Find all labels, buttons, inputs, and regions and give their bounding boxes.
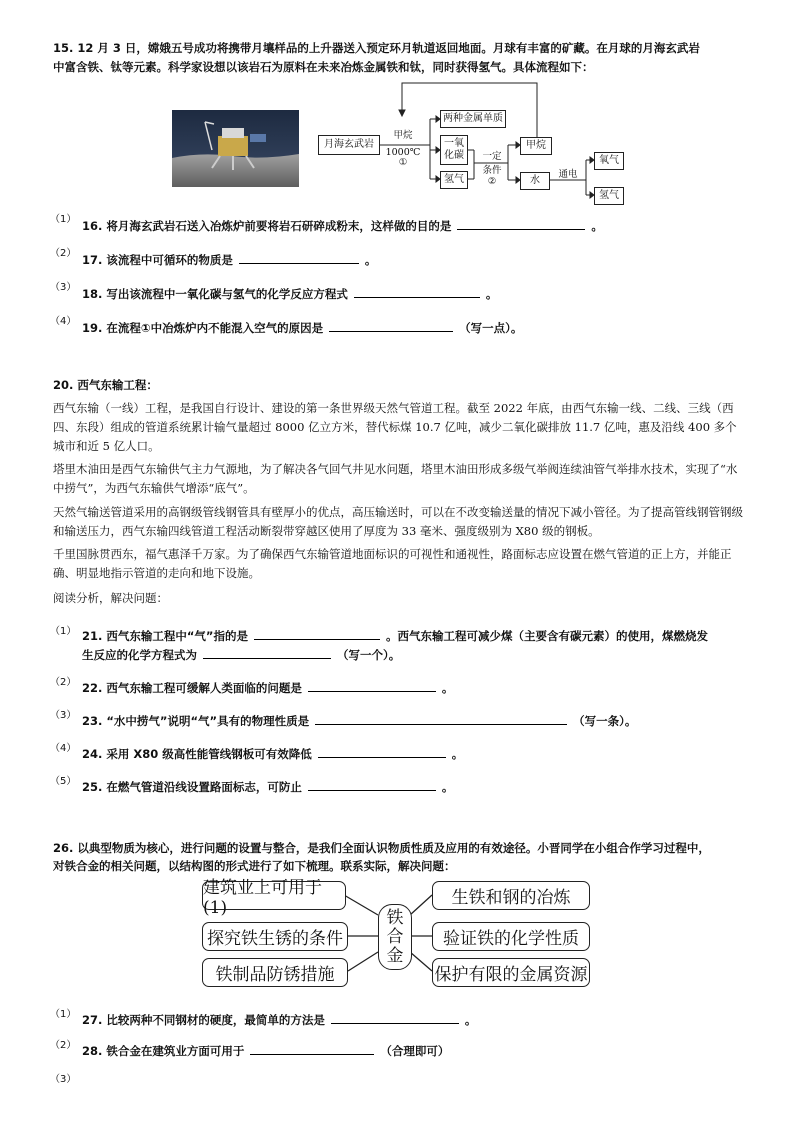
label-step2: ② bbox=[487, 176, 497, 187]
label-condition-2: 条件 bbox=[482, 165, 502, 176]
mindmap-right-3: 保护有限的金属资源 bbox=[432, 958, 590, 987]
q28-number: （2） bbox=[50, 1040, 77, 1051]
box-metals: 两种金属单质 bbox=[440, 110, 506, 128]
mindmap-center-1: 铁 bbox=[386, 907, 404, 928]
q27-number: （1） bbox=[50, 1009, 77, 1020]
q20-paragraph-1: 西气东输（一线）工程，是我国自行设计、建设的第一条世界级天然气管道工程。截至 2022 年底，由西气东输一线、二线、三线（西四、东段）组成的管道系统累计输气量超过 8000 亿立方米，替代标煤 10.7 亿吨，减少二氧化碳排放 11.7 亿吨，惠及沿线 400 多个城市和近 5 亿人口。 bbox=[53, 401, 737, 453]
label-step1: ① bbox=[398, 157, 408, 168]
q15-line2: 中富含铁、钛等元素。科学家设想以该岩石为原料在未来冶炼金属铁和钛，同时获得氢气。具体流程如下： bbox=[53, 60, 594, 74]
box-water: 水 bbox=[520, 172, 550, 190]
q17-label: 17. 该流程中可循环的物质是 bbox=[82, 253, 233, 267]
q27-tail: 。 bbox=[464, 1013, 477, 1027]
q18-label: 18. 写出该流程中一氧化碳与氢气的化学反应方程式 bbox=[82, 287, 348, 301]
q22-number: （2） bbox=[50, 677, 77, 688]
q26-line2: 对铁合金的相关问题，以结构图的形式进行了如下梳理。联系实际，解决问题： bbox=[53, 859, 456, 873]
q21-label-a: 21. 西气东输工程中“气”指的是 bbox=[82, 629, 248, 643]
q22-tail: 。 bbox=[441, 681, 454, 695]
mindmap-center-2: 合 bbox=[386, 926, 404, 947]
q28-answer-blank[interactable] bbox=[250, 1043, 374, 1055]
q19-number: （4） bbox=[50, 316, 77, 327]
q23-number: （3） bbox=[50, 710, 77, 721]
box-co-line2: 化碳 bbox=[444, 150, 464, 161]
q16-label: 16. 将月海玄武岩石送入冶炼炉前要将岩石研碎成粉末，这样做的目的是 bbox=[82, 219, 452, 233]
q19-tail: （写一点）。 bbox=[459, 321, 523, 335]
q23-label: 23. “水中捞气”说明“气”具有的物理性质是 bbox=[82, 714, 310, 728]
q25-tail: 。 bbox=[441, 780, 454, 794]
box-co-line1: 一氧 bbox=[444, 138, 464, 149]
mindmap-left-2: 探究铁生锈的条件 bbox=[202, 922, 348, 951]
box-methane-out: 甲烷 bbox=[520, 137, 552, 155]
label-temp: 1000℃ bbox=[385, 147, 421, 158]
label-condition-1: 一定 bbox=[482, 151, 502, 162]
mindmap-center-3: 金 bbox=[386, 945, 404, 966]
mindmap-left-1: 建筑业上可用于(1) bbox=[202, 881, 346, 910]
mindmap-right-1: 生铁和钢的冶炼 bbox=[432, 881, 590, 910]
q17-tail: 。 bbox=[364, 253, 377, 267]
q25-number: （5） bbox=[50, 776, 77, 787]
mindmap-right-2: 验证铁的化学性质 bbox=[432, 922, 590, 951]
q21-label-b: 。西气东输工程可减少煤（主要含有碳元素）的使用，煤燃烧发 bbox=[386, 629, 708, 643]
q21-label-c: 生反应的化学方程式为 bbox=[82, 648, 197, 662]
q20-paragraph-4: 千里国脉贯西东，福气惠泽千万家。为了确保西气东输管道地面标识的可视性和通视性，路面标志应设置在燃气管道的正上方，并能正确、明显地指示管道的走向和地下设施。 bbox=[53, 547, 732, 580]
box-h2: 氢气 bbox=[440, 171, 468, 189]
q18-number: （3） bbox=[50, 282, 77, 293]
q21-number: （1） bbox=[50, 626, 77, 637]
box-o2: 氧气 bbox=[594, 152, 624, 170]
mindmap-left-3: 铁制品防锈措施 bbox=[202, 958, 348, 987]
q16-tail: 。 bbox=[591, 219, 603, 233]
q16-number: （1） bbox=[50, 214, 77, 225]
q24-number: （4） bbox=[50, 743, 77, 754]
label-methane-in: 甲烷 bbox=[393, 130, 413, 141]
q20-prompt: 阅读分析，解决问题： bbox=[53, 591, 168, 605]
q24-tail: 。 bbox=[451, 747, 464, 761]
q22-label: 22. 西气东输工程可缓解人类面临的问题是 bbox=[82, 681, 302, 695]
q27-label: 27. 比较两种不同钢材的硬度，最简单的方法是 bbox=[82, 1013, 325, 1027]
q17-number: （2） bbox=[50, 248, 77, 259]
mindmap-center bbox=[378, 904, 412, 970]
q24-label: 24. 采用 X80 级高性能管线钢板可有效降低 bbox=[82, 747, 312, 761]
q25-label: 25. 在燃气管道沿线设置路面标志，可防止 bbox=[82, 780, 302, 794]
q15-line1: 15. 12 月 3 日，嫦娥五号成功将携带月壤样品的上升器送入预定环月轨道返回地面。月球有丰富的矿藏。在月球的月海玄武岩 bbox=[53, 41, 700, 55]
q28-label: 28. 铁合金在建筑业方面可用于 bbox=[82, 1044, 245, 1058]
q28-tail: （合理即可） bbox=[380, 1044, 450, 1058]
box-basalt: 月海玄武岩 bbox=[318, 135, 380, 155]
q27-answer-blank[interactable] bbox=[331, 1012, 459, 1024]
q20-title: 20. 西气东输工程： bbox=[53, 378, 158, 392]
q18-tail: 。 bbox=[485, 287, 498, 301]
q26-line1: 26. 以典型物质为核心，进行问题的设置与整合，是我们全面认识物质性质及应用的有效途径。小晋同学在小组合作学习过程中， bbox=[53, 841, 710, 855]
q20-paragraph-3: 天然气输送管道采用的高钢级管线钢管具有壁厚小的优点，高压输送时，可以在不改变输送量的情况下减小管径。为了提高管线钢管钢级和输送压力，西气东输四线管道工程活动断裂带穿越区使用了厚度为 33 毫米、强度级别为 X80 级的钢板。 bbox=[53, 505, 743, 538]
q20-paragraph-2: 塔里木油田是西气东输供气主力气源地，为了解决各气回气井见水问题，塔里木油田形成多级气举阀连续油管气举排水技术，实现了“水中捞气”，为西气东输供气增添“底气”。 bbox=[53, 462, 738, 495]
q27-text bbox=[82, 1012, 476, 1028]
q19-label: 19. 在流程①中冶炼炉内不能混入空气的原因是 bbox=[82, 321, 324, 335]
q28-text bbox=[82, 1043, 449, 1059]
q21-label-d: （写一个）。 bbox=[337, 648, 401, 662]
q29-number: （3） bbox=[50, 1074, 77, 1085]
label-electrolysis: 通电 bbox=[558, 169, 578, 180]
q23-tail: （写一条）。 bbox=[573, 714, 637, 728]
box-h2-out: 氢气 bbox=[594, 187, 624, 205]
